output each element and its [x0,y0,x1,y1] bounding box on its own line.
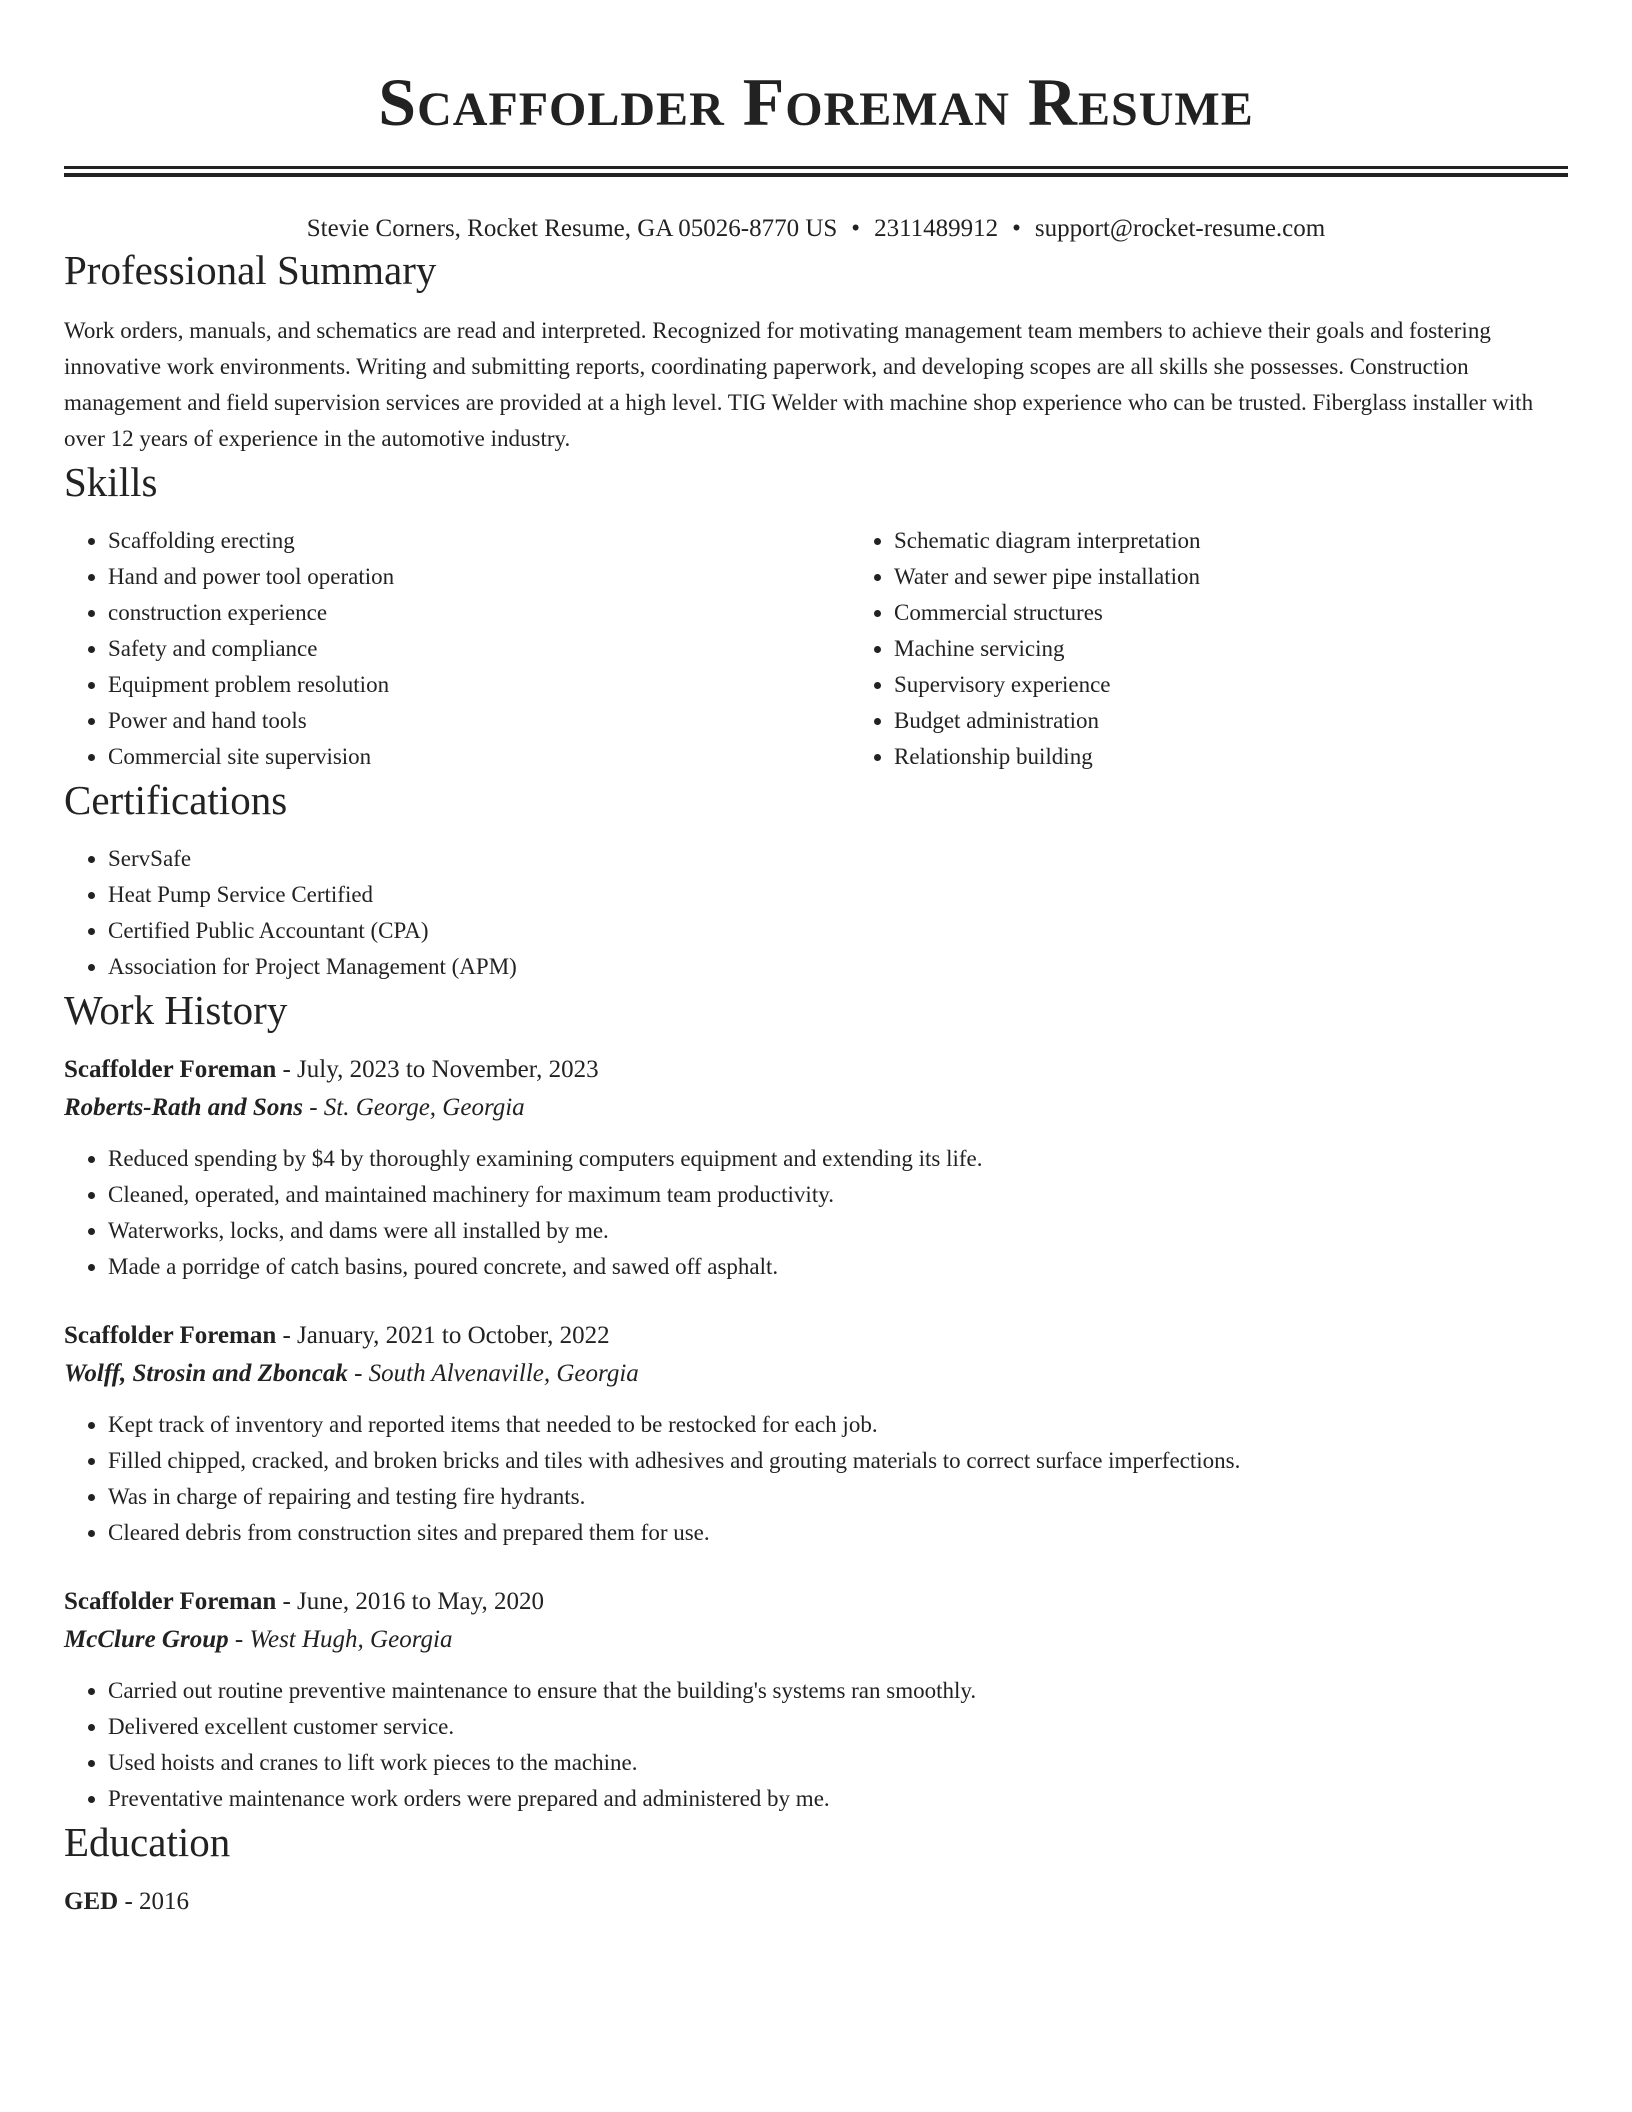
job-duty: • Preventative maintenance work orders were prepared and administered by me. [108,1781,1568,1817]
contact-separator: • [1012,215,1021,242]
job-duty: • Cleaned, operated, and maintained machinery for maximum team productivity. [108,1177,1568,1213]
education-year: - 2016 [118,1888,190,1915]
skill-item: • Budget administration [894,703,1568,739]
certification-item: • Heat Pump Service Certified [108,877,1568,913]
job-duty: • Made a porridge of catch basins, poured concrete, and sawed off asphalt. [108,1249,1568,1285]
job-entry [64,1583,1568,1817]
skill-item: • Scaffolding erecting [108,523,850,559]
job-employer [64,1621,1568,1659]
skill-item: • construction experience [108,595,850,631]
education-entry [64,1883,1568,1921]
job-duties [64,1673,1568,1817]
skill-item: • Schematic diagram interpretation [894,523,1568,559]
job-duties [64,1407,1568,1551]
certification-item: • ServSafe [108,841,1568,877]
skill-item: • Power and hand tools [108,703,850,739]
job-duty: • Kept track of inventory and reported items that needed to be restocked for each job. [108,1407,1568,1443]
job-company: McClure Group [64,1626,229,1653]
job-title: Scaffolder Foreman [64,1056,277,1083]
certification-item: • Association for Project Management (APM) [108,949,1568,985]
contact-line [64,213,1568,245]
job-duties [64,1141,1568,1285]
certifications-list [64,841,1568,985]
job-duty: • Was in charge of repairing and testing fire hydrants. [108,1479,1568,1515]
job-header [64,1317,1568,1355]
job-duty: • Delivered excellent customer service. [108,1709,1568,1745]
title-divider [64,166,1568,177]
skill-item: • Equipment problem resolution [108,667,850,703]
job-header [64,1051,1568,1089]
skill-item: • Water and sewer pipe installation [894,559,1568,595]
job-employer [64,1089,1568,1127]
job-duty: • Reduced spending by $4 by thoroughly examining computers equipment and extending its life. [108,1141,1568,1177]
work-history-heading: Work History [64,987,288,1033]
skill-item: • Supervisory experience [894,667,1568,703]
certification-item: • Certified Public Accountant (CPA) [108,913,1568,949]
job-company: Wolff, Strosin and Zboncak [64,1360,348,1387]
skills-heading: Skills [64,459,158,505]
summary-heading: Professional Summary [64,247,437,293]
job-company: Roberts-Rath and Sons [64,1094,303,1121]
job-title: Scaffolder Foreman [64,1322,277,1349]
job-duty: • Carried out routine preventive maintenance to ensure that the building's systems ran smoothly. [108,1673,1568,1709]
job-entry [64,1317,1568,1551]
job-location: - South Alvenaville, Georgia [347,1360,639,1387]
skills-grid [64,523,1568,775]
skills-list-right [850,523,1568,775]
summary-text: Work orders, manuals, and schematics are read and interpreted. Recognized for motivating management team members to achieve their goals and fostering innovative work environments. Writing and submitting reports, coordinating paperwork, and developing scopes are all skills she possesses. Construction management and field supervision services are provided at a high level. TIG Welder with machine shop experience who can be trusted. Fiberglass installer with over 12 years of experience in the automotive industry. [64,318,1534,451]
job-duty: • Waterworks, locks, and dams were all installed by me. [108,1213,1568,1249]
job-header [64,1583,1568,1621]
skill-item: • Commercial structures [894,595,1568,631]
job-title: Scaffolder Foreman [64,1588,277,1615]
job-dates: - July, 2023 to November, 2023 [276,1056,599,1083]
job-entry [64,1051,1568,1285]
skills-list-left [64,523,850,775]
skill-item: • Hand and power tool operation [108,559,850,595]
job-dates: - June, 2016 to May, 2020 [276,1588,545,1615]
job-duty: • Filled chipped, cracked, and broken bricks and tiles with adhesives and grouting materials to correct surface imperfections. [108,1443,1568,1479]
contact-address: Stevie Corners, Rocket Resume, GA 05026-8770 US [306,215,838,242]
certifications-heading: Certifications [64,777,288,823]
job-location: - West Hugh, Georgia [228,1626,453,1653]
resume-title: Scaffolder Foreman Resume [378,64,1254,140]
job-duty: • Cleared debris from construction sites and prepared them for use. [108,1515,1568,1551]
contact-separator: • [851,215,861,242]
skill-item: • Commercial site supervision [108,739,850,775]
education-degree: GED [64,1888,119,1915]
job-location: - St. George, Georgia [302,1094,525,1121]
skill-item: • Machine servicing [894,631,1568,667]
job-employer [64,1355,1568,1393]
job-dates: - January, 2021 to October, 2022 [276,1322,610,1349]
skill-item: • Relationship building [894,739,1568,775]
contact-phone: 2311489912 [874,215,999,242]
job-duty: • Used hoists and cranes to lift work pieces to the machine. [108,1745,1568,1781]
skill-item: • Safety and compliance [108,631,850,667]
education-heading: Education [64,1819,231,1865]
contact-email: support@rocket-resume.com [1034,215,1326,242]
